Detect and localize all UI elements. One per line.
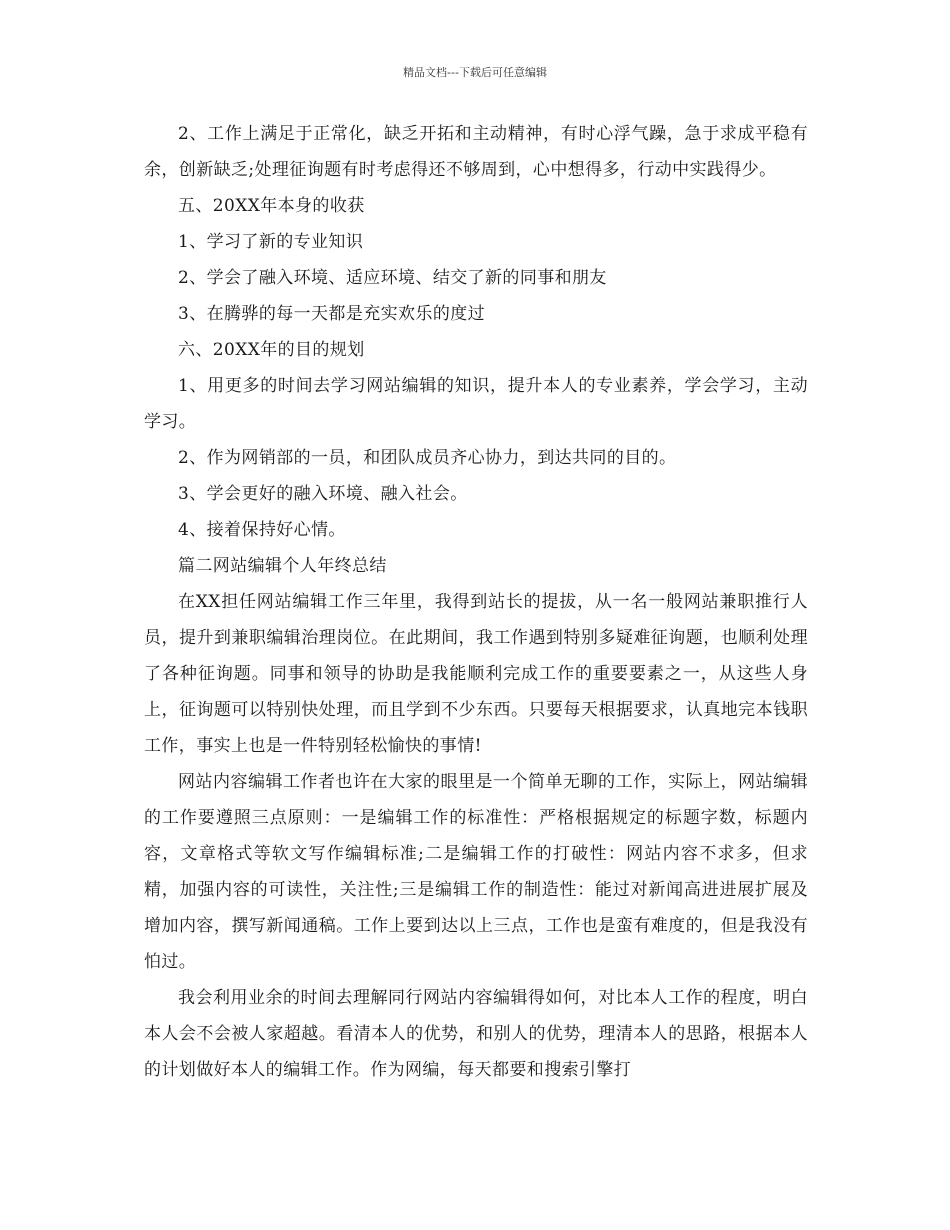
article-title-part-two: 篇二网站编辑个人年终总结 (178, 556, 387, 576)
section-heading-goals: 六、20XX年的目的规划 (178, 340, 365, 360)
section-heading-gains: 五、20XX年本身的收获 (178, 196, 365, 216)
list-item-gain-1: 1、学习了新的专业知识 (178, 232, 364, 252)
document-body (144, 116, 808, 1088)
list-item-goal-2: 2、作为网销部的一员，和团队成员齐心协力，到达共同的目的。 (178, 448, 677, 468)
paragraph-intro: 在XX担任网站编辑工作三年里，我得到站长的提拔，从一名一般网站兼职推行人员，提升到兼职编辑治理岗位。在此期间，我工作遇到特别多疑难征询题，也顺利处理了各种征询题。同事和领导的协助是我能顺利完成工作的重要要素之一，从这些人身上，征询题可以特别快处理，而且学到不少东西。只要每天根据要求，认真地完本钱职工作，事实上也是一件特别轻松愉快的事情! (144, 592, 808, 756)
paragraph-principles: 网站内容编辑工作者也许在大家的眼里是一个简单无聊的工作，实际上，网站编辑的工作要遵照三点原则：一是编辑工作的标准性：严格根据规定的标题字数，标题内容，文章格式等软文写作编辑标准;二是编辑工作的打破性：网站内容不求多，但求精，加强内容的可读性，关注性;三是编辑工作的制造性：能过对新闻高进进展扩展及增加内容，撰写新闻通稿。工作上要到达以上三点，工作也是蛮有难度的，但是我没有怕过。 (144, 772, 808, 972)
page-header: 精品文档---下载后可任意编辑 (403, 66, 547, 79)
paragraph-self-study: 我会利用业余的时间去理解同行网站内容编辑得如何，对比本人工作的程度，明白本人会不会被人家超越。看清本人的优势，和别人的优势，理清本人的思路，根据本人的计划做好本人的编辑工作。作为网编，每天都要和搜索引擎打 (144, 988, 808, 1080)
paragraph-shortcoming-2: 2、工作上满足于正常化，缺乏开拓和主动精神，有时心浮气躁，急于求成平稳有余，创新缺乏;处理征询题有时考虑得还不够周到，心中想得多，行动中实践得少。 (144, 124, 808, 180)
list-item-gain-2: 2、学会了融入环境、适应环境、结交了新的同事和朋友 (178, 268, 607, 288)
list-item-goal-3: 3、学会更好的融入环境、融入社会。 (178, 484, 468, 504)
list-item-gain-3: 3、在腾骅的每一天都是充实欢乐的度过 (178, 304, 486, 324)
list-item-goal-1: 1、用更多的时间去学习网站编辑的知识，提升本人的专业素养，学会学习，主动学习。 (144, 376, 808, 432)
list-item-goal-4: 4、接着保持好心情。 (178, 520, 346, 540)
